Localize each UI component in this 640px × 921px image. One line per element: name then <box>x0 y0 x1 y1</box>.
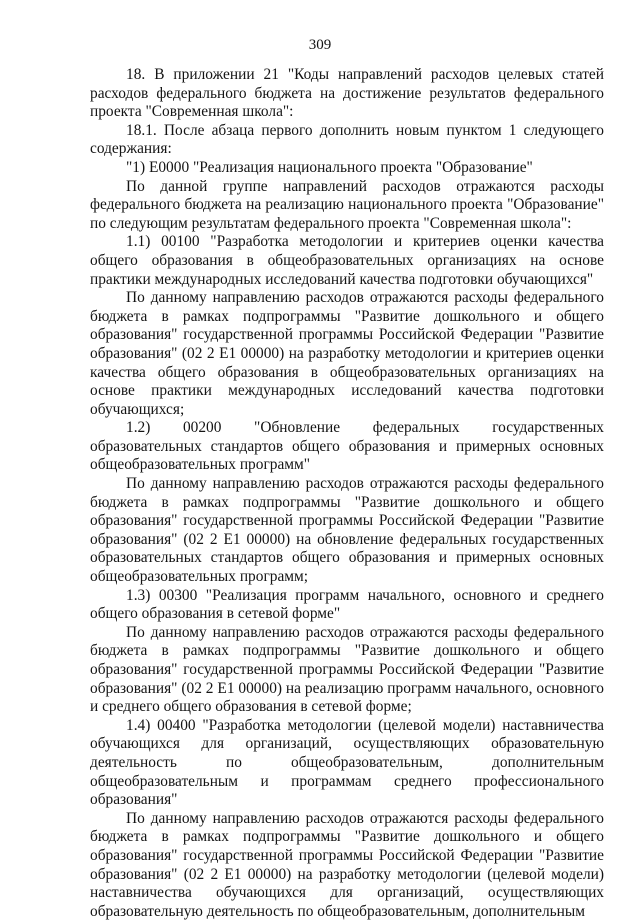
paragraph-code-00200: 1.2) 00200 "Обновление федеральных государственных образовательных стандартов общего образования и примерных основных общеобразовательных программ" <box>90 419 604 474</box>
paragraph-group-description: По данной группе направлений расходов отражаются расходы федерального бюджета на реализацию национального проекта "Образование" по следующим результатам федерального проекта "Современная школа": <box>90 177 604 232</box>
paragraph-description-00100: По данному направлению расходов отражаются расходы федерального бюджета в рамках подпрограммы "Развитие дошкольного и общего образования" государственной программы Российской Федерации "Развитие образования" (02 2 Е1 00000) на разработку методологии и критериев оценки качества общего образования в общеобразовательных организациях на основе практики международных исследований качества подготовки обучающихся; <box>90 289 604 418</box>
paragraph-code-00100: 1.1) 00100 "Разработка методологии и критериев оценки качества общего образования в общеобразовательных организациях на основе практики международных исследований качества подготовки обучающихся" <box>90 233 604 288</box>
paragraph-code-e0000: "1) Е0000 "Реализация национального проекта "Образование" <box>126 158 533 176</box>
paragraph-code-00300: 1.3) 00300 "Реализация программ начального, основного и среднего общего образования в сетевой форме" <box>90 586 604 623</box>
paragraph-description-00400: По данному направлению расходов отражаются расходы федерального бюджета в рамках подпрограммы "Развитие дошкольного и общего образования" государственной программы Российской Федерации "Развитие образования" (02 2 Е1 00000) на разработку методологии (целевой модели) наставничества обучающихся для организаций, осуществляющих образовательную деятельность по общеобразовательным, дополнительным <box>90 809 604 920</box>
paragraph-item-18-1: 18.1. После абзаца первого дополнить новым пунктом 1 следующего содержания: <box>90 121 604 158</box>
paragraph-description-00200: По данному направлению расходов отражаются расходы федерального бюджета в рамках подпрограммы "Развитие дошкольного и общего образования" государственной программы Российской Федерации "Развитие образования" (02 2 Е1 00000) на обновление федеральных государственных образовательных стандартов общего образования и примерных основных общеобразовательных программ; <box>90 475 604 586</box>
paragraph-item-18-intro: 18. В приложении 21 "Коды направлений расходов целевых статей расходов федерального бюджета на достижение результатов федерального проекта "Современная школа": <box>90 66 604 121</box>
paragraph-description-00300: По данному направлению расходов отражаются расходы федерального бюджета в рамках подпрограммы "Развитие дошкольного и общего образования" государственной программы Российской Федерации "Развитие образования" (02 2 Е1 00000) на реализацию программ начального, основного и среднего общего образования в сетевой форме; <box>90 623 604 716</box>
paragraph-code-00400: 1.4) 00400 "Разработка методологии (целевой модели) наставничества обучающихся для организаций, осуществляющих образовательную деятельность по общеобразовательным, дополнительным общеобразовательным и программам среднего профессионального образования" <box>90 716 604 809</box>
document-body <box>90 66 604 921</box>
page-number: 309 <box>308 37 332 53</box>
